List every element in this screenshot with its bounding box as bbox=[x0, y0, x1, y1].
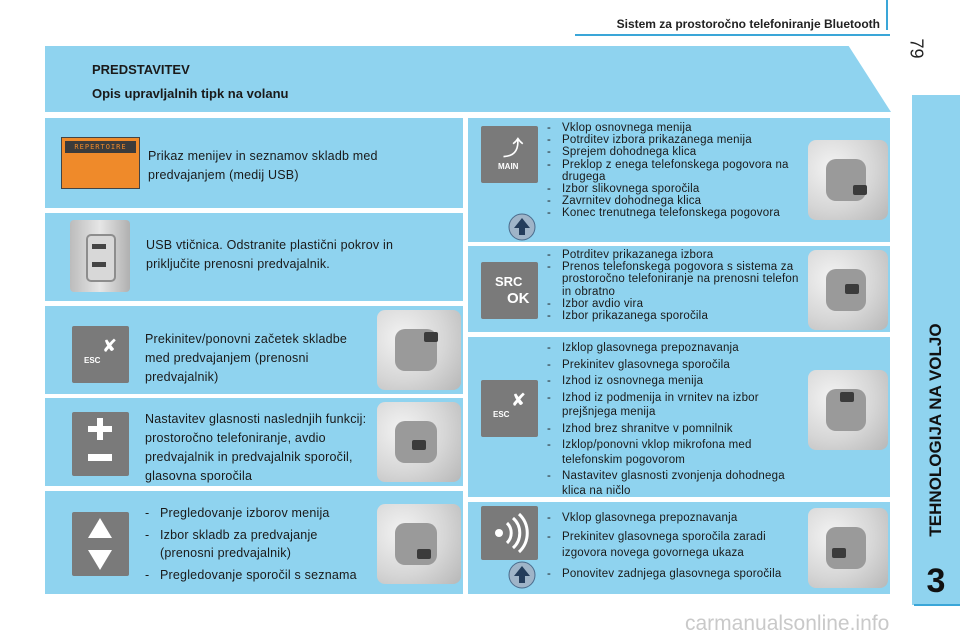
esc-icon-glyph: ✘ bbox=[102, 336, 118, 356]
list-item: - Sprejem dohodnega klica bbox=[547, 146, 697, 159]
list-item: - Prekinitev glasovnega sporočila zaradi izgovora novega govornega ukaza bbox=[547, 530, 766, 559]
esc-icon-glyph: ✘ bbox=[511, 390, 527, 410]
esc-list bbox=[547, 341, 805, 498]
header-title: Sistem za prostoročno telefoniranje Bluetooth bbox=[616, 17, 880, 31]
corner-line bbox=[886, 0, 888, 30]
steering-wheel-image bbox=[808, 140, 888, 220]
list-item: - Izbor avdio vira bbox=[547, 297, 644, 310]
section-title: PREDSTAVITEV bbox=[92, 62, 190, 77]
steering-wheel-image bbox=[808, 508, 888, 588]
repertoire-icon-label: REPERTOIRE bbox=[65, 141, 136, 153]
esc-button-icon bbox=[481, 380, 538, 437]
usb-description: USB vtičnica. Odstranite plastični pokrov in priključite prenosni predvajalnik. bbox=[146, 238, 394, 271]
esc-button-icon bbox=[72, 326, 129, 383]
voice-button-icon bbox=[481, 506, 538, 560]
list-item: - Vklop osnovnega menija bbox=[547, 122, 692, 134]
esc-icon-label: ESC bbox=[84, 356, 101, 365]
list-item: - Izhod iz osnovnega menija bbox=[547, 375, 704, 387]
plus-icon bbox=[91, 418, 109, 440]
navigation-buttons-icon bbox=[72, 512, 129, 576]
src-label: SRC bbox=[495, 274, 523, 289]
arrow-down-icon bbox=[88, 550, 112, 570]
src-ok-button-icon bbox=[481, 262, 538, 319]
header-rule bbox=[575, 34, 890, 36]
steering-wheel-image bbox=[808, 250, 888, 330]
list-item: - Izbor slikovnega sporočila bbox=[547, 183, 700, 196]
steering-wheel-image bbox=[377, 504, 461, 584]
list-item: - Potrditev prikazanega izbora bbox=[547, 249, 714, 261]
chapter-rule bbox=[914, 604, 960, 606]
volume-description: Nastavitev glasnosti naslednjih funkcij: prostoročno telefoniranje, avdio predvajalnik in predvajalnik sporočil, glasovna sporočila bbox=[145, 412, 367, 483]
main-list bbox=[547, 122, 805, 220]
list-item: - Izhod brez shranitve v pomnilnik bbox=[547, 422, 733, 435]
repertoire-description: Prikaz menijev in seznamov skladb med predvajanjem (medij USB) bbox=[148, 149, 378, 182]
main-button-icon bbox=[481, 126, 538, 183]
ok-label: OK bbox=[507, 290, 530, 307]
arrow-up-icon bbox=[88, 518, 112, 538]
list-item: - Prenos telefonskega pogovora s sistema za prostoročno telefoniranje na prenosni telefon in obratno bbox=[547, 261, 799, 298]
list-item: - Prekinitev glasovnega sporočila bbox=[547, 358, 730, 371]
list-item: - Ponovitev zadnjega glasovnega sporočila bbox=[547, 567, 782, 580]
steering-wheel-image bbox=[377, 310, 461, 390]
src-ok-list bbox=[547, 249, 805, 322]
esc-icon-label: ESC bbox=[493, 410, 510, 419]
minus-icon bbox=[88, 454, 112, 461]
list-item: - Zavrnitev dohodnega klica bbox=[547, 195, 702, 208]
voice-list bbox=[547, 510, 805, 582]
list-item: - Vklop glasovnega prepoznavanja bbox=[547, 512, 738, 524]
steering-wheel-image bbox=[377, 402, 461, 482]
list-item: - Izbor skladb za predvajanje (prenosni predvajalnik) bbox=[145, 528, 318, 560]
steering-wheel-image bbox=[808, 370, 888, 450]
repertoire-icon bbox=[61, 137, 140, 189]
intro-band bbox=[45, 46, 891, 112]
list-item: - Preklop z enega telefonskega pogovora na drugega bbox=[547, 158, 789, 183]
watermark: carmanualsonline.info bbox=[685, 612, 890, 635]
page-number: 79 bbox=[906, 38, 927, 59]
section-subtitle: Opis upravljalnih tipk na volanu bbox=[92, 86, 289, 101]
pause-description: Prekinitev/ponovni začetek skladbe med predvajanjem (prenosni predvajalnik) bbox=[145, 332, 348, 384]
main-icon-label: MAIN bbox=[498, 162, 519, 171]
phone-icon: ⤴ bbox=[503, 138, 523, 160]
list-item: - Potrditev izbora prikazanega menija bbox=[547, 134, 752, 147]
voice-repeat-icon bbox=[508, 561, 536, 589]
list-item: - Izklop glasovnega prepoznavanja bbox=[547, 342, 739, 354]
list-item: - Izklop/ponovni vklop mikrofona med telefonskim pogovorom bbox=[547, 439, 752, 466]
usb-port-icon bbox=[70, 220, 130, 292]
voice-icon bbox=[481, 506, 538, 560]
list-item: - Izhod iz podmenija in vrnitev na izbor prejšnjega menija bbox=[547, 391, 759, 418]
list-item: - Izbor prikazanega sporočila bbox=[547, 310, 709, 323]
volume-buttons-icon bbox=[72, 412, 129, 476]
list-item: - Konec trenutnega telefonskega pogovora bbox=[547, 207, 780, 220]
list-item: - Nastavitev glasnosti zvonjenja dohodnega klica na ničlo bbox=[547, 470, 785, 497]
list-item: - Pregledovanje sporočil s seznama bbox=[145, 568, 357, 582]
chapter-title: TEHNOLOGIJA NA VOLJO bbox=[926, 323, 945, 537]
navigate-list bbox=[145, 504, 373, 584]
phone-pickup-icon bbox=[508, 213, 536, 241]
chapter-number: 3 bbox=[926, 562, 946, 600]
list-item: - Pregledovanje izborov menija bbox=[145, 506, 330, 520]
